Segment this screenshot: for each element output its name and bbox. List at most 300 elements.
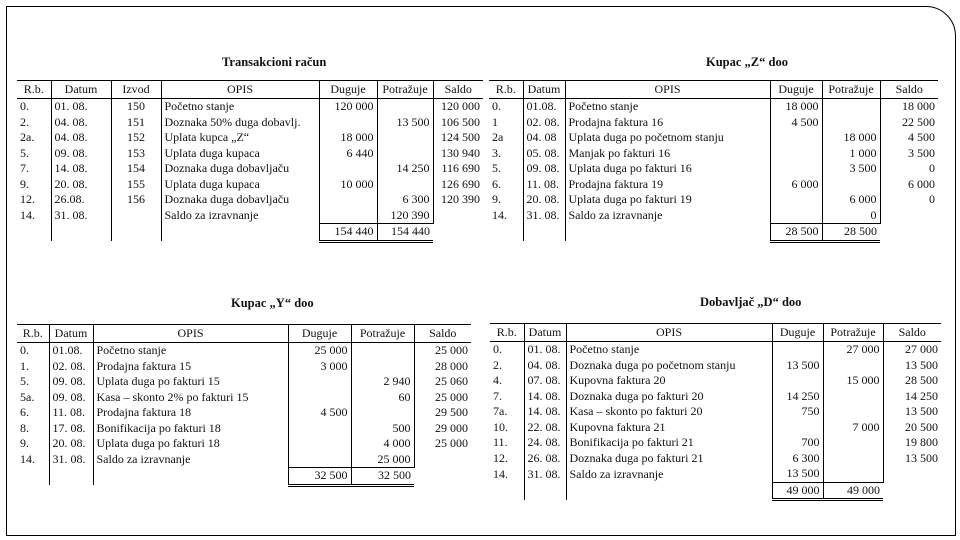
table-cell: 20 500 xyxy=(883,420,941,436)
column-header: Saldo xyxy=(880,81,938,99)
column-header: Datum xyxy=(49,325,93,343)
table-cell: 25 000 xyxy=(414,436,471,452)
ledger-title-kupac-z: Kupac „Z“ doo xyxy=(706,55,788,69)
table-row xyxy=(17,359,471,375)
table-cell: Kupovna faktura 21 xyxy=(566,420,772,436)
table-cell: 0. xyxy=(20,99,29,114)
table-cell: 6 300 xyxy=(772,451,823,467)
table-cell xyxy=(772,342,823,358)
table-cell: 25 000 xyxy=(414,390,471,406)
table-row xyxy=(17,99,483,115)
table-cell: 09. 08. xyxy=(49,390,93,406)
table-cell: 20. 08. xyxy=(51,177,111,193)
ledger-kupac-y xyxy=(17,324,471,487)
table-cell: 04. 08. xyxy=(51,130,111,146)
table-row xyxy=(17,192,483,208)
table-cell: 5. xyxy=(20,374,29,389)
column-header: Izvod xyxy=(111,81,161,99)
table-cell xyxy=(770,208,822,224)
table-cell: 3 500 xyxy=(880,146,938,162)
table-cell: 09. 08. xyxy=(49,374,93,390)
table-cell: 120 390 xyxy=(433,192,483,208)
table-row xyxy=(17,436,471,452)
ledger-title-kupac-y: Kupac „Y“ doo xyxy=(231,296,314,310)
table-cell: 07. 08. xyxy=(524,373,566,389)
table-cell xyxy=(822,99,880,115)
table-cell: Uplata duga po fakturi 18 xyxy=(93,436,288,452)
table-cell xyxy=(377,99,433,115)
table-cell: 3 000 xyxy=(288,359,351,375)
table-cell: Početno stanje xyxy=(93,343,288,359)
table-cell: Bonifikacija po fakturi 18 xyxy=(93,421,288,437)
table-cell: 60 xyxy=(351,390,414,406)
table-cell: 26. 08. xyxy=(524,451,566,467)
table-cell: 6 300 xyxy=(377,192,433,208)
table-cell: 24. 08. xyxy=(524,435,566,451)
table-row xyxy=(17,343,471,359)
table-cell: 01.08. xyxy=(523,99,565,115)
table-cell: 14 250 xyxy=(883,389,941,405)
table-cell: Prodajna faktura 15 xyxy=(93,359,288,375)
ledger-transakcioni xyxy=(17,80,483,243)
column-header: R.b. xyxy=(17,325,49,343)
table-cell xyxy=(433,208,483,224)
table-cell: 25 000 xyxy=(414,343,471,359)
table-cell: 31. 08. xyxy=(51,208,111,224)
table-cell: 17. 08. xyxy=(49,421,93,437)
ledger-table-kupac-y xyxy=(17,324,471,487)
table-cell: 05. 08. xyxy=(523,146,565,162)
table-cell xyxy=(288,374,351,390)
table-cell: 1. xyxy=(20,358,29,373)
table-cell: 25 000 xyxy=(288,343,351,359)
table-row xyxy=(17,452,471,468)
table-cell: 106 500 xyxy=(433,115,483,131)
table-cell: 130 940 xyxy=(433,146,483,162)
total-potrazuje: 154 440 xyxy=(377,224,433,242)
table-cell xyxy=(288,390,351,406)
table-cell xyxy=(111,208,161,224)
total-potrazuje: 32 500 xyxy=(351,468,414,486)
table-cell xyxy=(524,482,566,500)
table-row xyxy=(490,435,941,451)
table-cell xyxy=(288,452,351,468)
ledger-table-dobavljac-d xyxy=(490,323,941,501)
totals-row xyxy=(490,482,941,500)
table-cell: Početno stanje xyxy=(161,99,319,115)
table-cell: 19 800 xyxy=(883,435,941,451)
table-cell xyxy=(489,224,523,242)
table-cell: 12. xyxy=(20,192,35,207)
table-cell xyxy=(433,224,483,242)
table-cell: 6. xyxy=(492,176,501,191)
column-header: Potražuje xyxy=(351,325,414,343)
table-cell: 500 xyxy=(351,421,414,437)
header-row xyxy=(490,324,941,342)
column-header: R.b. xyxy=(17,81,51,99)
table-cell xyxy=(319,161,377,177)
table-cell: 09. 08. xyxy=(51,146,111,162)
table-cell xyxy=(880,224,938,242)
table-cell: Prodajna faktura 16 xyxy=(565,115,770,131)
table-cell xyxy=(770,130,822,146)
table-cell: 7. xyxy=(493,388,502,403)
header-row xyxy=(17,81,483,99)
table-cell: 02. 08. xyxy=(49,359,93,375)
table-cell: 2a xyxy=(492,130,504,145)
table-cell: Saldo za izravnanje xyxy=(93,452,288,468)
table-cell: 120 000 xyxy=(433,99,483,115)
table-cell: Kasa – skonto po fakturi 20 xyxy=(566,404,772,420)
column-header: Datum xyxy=(51,81,111,99)
table-cell: Doznaka duga po fakturi 21 xyxy=(566,451,772,467)
table-cell: 151 xyxy=(111,115,161,131)
table-cell: 0. xyxy=(492,99,501,114)
table-cell: 4 000 xyxy=(351,436,414,452)
ledger-table-kupac-z xyxy=(489,80,938,243)
table-cell xyxy=(17,468,49,486)
table-cell xyxy=(93,468,288,486)
table-cell xyxy=(823,404,883,420)
total-duguje: 28 500 xyxy=(770,224,822,242)
table-cell: 28 500 xyxy=(883,373,941,389)
table-cell: Uplata duga po fakturi 15 xyxy=(93,374,288,390)
table-cell xyxy=(770,192,822,208)
table-cell: 22 500 xyxy=(880,115,938,131)
table-cell xyxy=(17,224,51,242)
table-cell: Prodajna faktura 19 xyxy=(565,177,770,193)
table-cell xyxy=(414,468,471,486)
column-header: OPIS xyxy=(161,81,319,99)
table-cell: 20. 08. xyxy=(523,192,565,208)
column-header: Duguje xyxy=(770,81,822,99)
table-cell: 12. xyxy=(493,450,508,465)
table-cell: Saldo za izravnanje xyxy=(565,208,770,224)
table-cell: 155 xyxy=(111,177,161,193)
header-row xyxy=(17,325,471,343)
table-cell: Bonifikacija po fakturi 21 xyxy=(566,435,772,451)
table-row xyxy=(17,146,483,162)
table-cell: Kupovna faktura 20 xyxy=(566,373,772,389)
totals-row xyxy=(17,468,471,486)
table-cell xyxy=(161,224,319,242)
table-row xyxy=(17,390,471,406)
table-cell xyxy=(377,130,433,146)
table-cell: 14. xyxy=(493,466,508,481)
table-row xyxy=(490,342,941,358)
table-cell: 13 500 xyxy=(772,358,823,374)
column-header: OPIS xyxy=(93,325,288,343)
table-cell: 26.08. xyxy=(51,192,111,208)
table-cell xyxy=(51,224,111,242)
table-cell: Manjak po fakturi 16 xyxy=(565,146,770,162)
table-cell: 0 xyxy=(880,192,938,208)
table-cell: 0. xyxy=(20,343,29,358)
table-cell: Uplata duga po fakturi 19 xyxy=(565,192,770,208)
table-cell xyxy=(319,192,377,208)
table-cell: 14 250 xyxy=(772,389,823,405)
column-header: Datum xyxy=(524,324,566,342)
table-cell: 124 500 xyxy=(433,130,483,146)
table-cell: 18 000 xyxy=(822,130,880,146)
table-cell xyxy=(770,146,822,162)
table-cell xyxy=(823,435,883,451)
table-row xyxy=(489,161,938,177)
table-cell: 02. 08. xyxy=(523,115,565,131)
table-cell: 01.08. xyxy=(49,343,93,359)
column-header: OPIS xyxy=(565,81,770,99)
table-cell: 10 000 xyxy=(319,177,377,193)
table-cell: 126 690 xyxy=(433,177,483,193)
table-cell: 14. 08. xyxy=(524,389,566,405)
table-cell: 18 000 xyxy=(770,99,822,115)
column-header: Saldo xyxy=(883,324,941,342)
table-cell: 5. xyxy=(492,161,501,176)
table-cell xyxy=(823,466,883,482)
table-row xyxy=(489,115,938,131)
table-row xyxy=(489,130,938,146)
table-cell: 5a. xyxy=(20,389,35,404)
table-row xyxy=(489,177,938,193)
table-cell xyxy=(49,468,93,486)
total-potrazuje: 28 500 xyxy=(822,224,880,242)
table-cell: 04. 08. xyxy=(51,115,111,131)
table-cell: 25 060 xyxy=(414,374,471,390)
table-cell xyxy=(822,115,880,131)
column-header: Duguje xyxy=(772,324,823,342)
table-cell: 10. xyxy=(493,419,508,434)
total-duguje: 49 000 xyxy=(772,482,823,500)
table-cell: 11. 08. xyxy=(49,405,93,421)
table-cell: 5. xyxy=(20,145,29,160)
ledger-title-transakcioni: Transakcioni račun xyxy=(222,55,327,69)
table-cell: 9. xyxy=(492,192,501,207)
table-row xyxy=(17,208,483,224)
table-cell xyxy=(823,389,883,405)
table-cell: Kasa – skonto 2% po fakturi 15 xyxy=(93,390,288,406)
table-cell xyxy=(288,436,351,452)
table-row xyxy=(17,421,471,437)
column-header: Potražuje xyxy=(822,81,880,99)
table-cell xyxy=(319,208,377,224)
table-cell: 14. xyxy=(492,208,507,222)
column-header: Potražuje xyxy=(377,81,433,99)
table-cell xyxy=(490,482,524,500)
table-row xyxy=(17,405,471,421)
table-cell: 2. xyxy=(20,114,29,129)
ledger-table-transakcioni xyxy=(17,80,483,243)
table-row xyxy=(490,466,941,482)
table-cell: 6. xyxy=(20,405,29,420)
table-cell xyxy=(823,451,883,467)
table-cell: 18 000 xyxy=(319,130,377,146)
table-cell: 14 250 xyxy=(377,161,433,177)
table-cell xyxy=(770,161,822,177)
totals-row xyxy=(489,224,938,242)
table-cell: 700 xyxy=(772,435,823,451)
table-cell: 154 xyxy=(111,161,161,177)
table-cell: 120 390 xyxy=(377,208,433,224)
table-row xyxy=(17,115,483,131)
table-cell: 6 000 xyxy=(770,177,822,193)
table-cell: 1 000 xyxy=(822,146,880,162)
column-header: R.b. xyxy=(489,81,523,99)
table-cell xyxy=(351,405,414,421)
total-duguje: 154 440 xyxy=(319,224,377,242)
ledger-title-dobavljac-d: Dobavljač „D“ doo xyxy=(700,295,802,309)
table-cell: 11. xyxy=(493,435,508,450)
table-cell: 13 500 xyxy=(883,404,941,420)
table-cell: Prodajna faktura 18 xyxy=(93,405,288,421)
table-cell xyxy=(772,373,823,389)
table-cell: Doznaka duga dobavljaču xyxy=(161,161,319,177)
table-cell: 9. xyxy=(20,176,29,191)
table-cell xyxy=(319,115,377,131)
column-header: Datum xyxy=(523,81,565,99)
table-cell: Doznaka duga po fakturi 20 xyxy=(566,389,772,405)
table-cell: 22. 08. xyxy=(524,420,566,436)
table-cell: 4 500 xyxy=(288,405,351,421)
header-row xyxy=(489,81,938,99)
table-cell: 156 xyxy=(111,192,161,208)
table-cell: 2a. xyxy=(20,130,35,145)
column-header: Duguje xyxy=(288,325,351,343)
table-cell: 27 000 xyxy=(883,342,941,358)
table-cell: Uplata kupca „Z“ xyxy=(161,130,319,146)
table-cell: 150 xyxy=(111,99,161,115)
table-cell: 14. 08. xyxy=(51,161,111,177)
table-cell xyxy=(772,420,823,436)
table-cell xyxy=(565,224,770,242)
table-cell: 116 690 xyxy=(433,161,483,177)
ledger-dobavljac-d xyxy=(490,323,941,501)
table-cell: 7a. xyxy=(493,404,508,419)
table-cell xyxy=(351,343,414,359)
table-cell: 04. 08 xyxy=(523,130,565,146)
table-cell: 4 500 xyxy=(770,115,822,131)
table-row xyxy=(17,130,483,146)
column-header: Duguje xyxy=(319,81,377,99)
table-cell: 31. 08. xyxy=(524,466,566,482)
table-cell: 31. 08. xyxy=(49,452,93,468)
table-cell xyxy=(822,177,880,193)
table-row xyxy=(17,161,483,177)
table-cell: 2 940 xyxy=(351,374,414,390)
table-cell: 29 000 xyxy=(414,421,471,437)
table-row xyxy=(489,192,938,208)
table-cell: 01. 08. xyxy=(524,342,566,358)
column-header: Potražuje xyxy=(823,324,883,342)
table-cell: 27 000 xyxy=(823,342,883,358)
table-row xyxy=(489,208,938,224)
table-cell xyxy=(883,482,941,500)
table-cell: 13 500 xyxy=(377,115,433,131)
table-cell: Doznaka duga po početnom stanju xyxy=(566,358,772,374)
table-cell xyxy=(111,224,161,242)
table-row xyxy=(17,177,483,193)
table-cell: 11. 08. xyxy=(523,177,565,193)
table-row xyxy=(490,451,941,467)
table-row xyxy=(17,374,471,390)
table-cell: 13 500 xyxy=(883,451,941,467)
table-cell: 14. xyxy=(20,208,35,222)
table-cell xyxy=(883,466,941,482)
table-cell: 152 xyxy=(111,130,161,146)
table-row xyxy=(489,99,938,115)
table-row xyxy=(489,146,938,162)
table-cell: Saldo za izravnanje xyxy=(566,466,772,482)
table-cell xyxy=(523,224,565,242)
table-cell xyxy=(377,146,433,162)
table-cell: 13 500 xyxy=(883,358,941,374)
column-header: OPIS xyxy=(566,324,772,342)
table-cell: 4 500 xyxy=(880,130,938,146)
table-cell: 31. 08. xyxy=(523,208,565,224)
table-cell: 1 xyxy=(492,114,498,129)
table-cell: 6 440 xyxy=(319,146,377,162)
table-cell: 28 000 xyxy=(414,359,471,375)
table-cell: Početno stanje xyxy=(565,99,770,115)
table-cell: 14. xyxy=(20,452,35,466)
table-cell: Uplata duga kupaca xyxy=(161,177,319,193)
table-cell xyxy=(880,208,938,224)
table-cell: Uplata duga po početnom stanju xyxy=(565,130,770,146)
table-cell: 20. 08. xyxy=(49,436,93,452)
table-cell xyxy=(823,358,883,374)
table-cell: Uplata duga kupaca xyxy=(161,146,319,162)
table-cell: 7 000 xyxy=(823,420,883,436)
table-cell xyxy=(566,482,772,500)
table-cell: 3. xyxy=(492,145,501,160)
table-cell: 2. xyxy=(493,357,502,372)
column-header: R.b. xyxy=(490,324,524,342)
table-cell: 120 000 xyxy=(319,99,377,115)
total-potrazuje: 49 000 xyxy=(823,482,883,500)
table-cell: 9. xyxy=(20,436,29,451)
table-cell: 8. xyxy=(20,420,29,435)
table-cell: 0. xyxy=(493,342,502,357)
table-cell: 6 000 xyxy=(880,177,938,193)
totals-row xyxy=(17,224,483,242)
table-cell: Doznaka 50% duga dobavlj. xyxy=(161,115,319,131)
column-header: Saldo xyxy=(433,81,483,99)
table-cell: 3 500 xyxy=(822,161,880,177)
table-cell xyxy=(288,421,351,437)
table-cell: 13 500 xyxy=(772,466,823,482)
table-cell: 7. xyxy=(20,161,29,176)
table-cell: 153 xyxy=(111,146,161,162)
table-cell: 0 xyxy=(822,208,880,224)
table-row xyxy=(490,420,941,436)
table-cell: Saldo za izravnanje xyxy=(161,208,319,224)
table-cell: 0 xyxy=(880,161,938,177)
table-cell: 750 xyxy=(772,404,823,420)
table-cell: 04. 08. xyxy=(524,358,566,374)
table-row xyxy=(490,389,941,405)
ledger-kupac-z xyxy=(489,80,938,243)
total-duguje: 32 500 xyxy=(288,468,351,486)
table-cell: 4. xyxy=(493,373,502,388)
table-cell: 25 000 xyxy=(351,452,414,468)
table-row xyxy=(490,358,941,374)
table-cell: Uplata duga po fakturi 16 xyxy=(565,161,770,177)
table-row xyxy=(490,404,941,420)
table-cell xyxy=(351,359,414,375)
table-cell: 6 000 xyxy=(822,192,880,208)
table-cell xyxy=(377,177,433,193)
table-cell xyxy=(414,452,471,468)
table-cell: 01. 08. xyxy=(51,99,111,115)
